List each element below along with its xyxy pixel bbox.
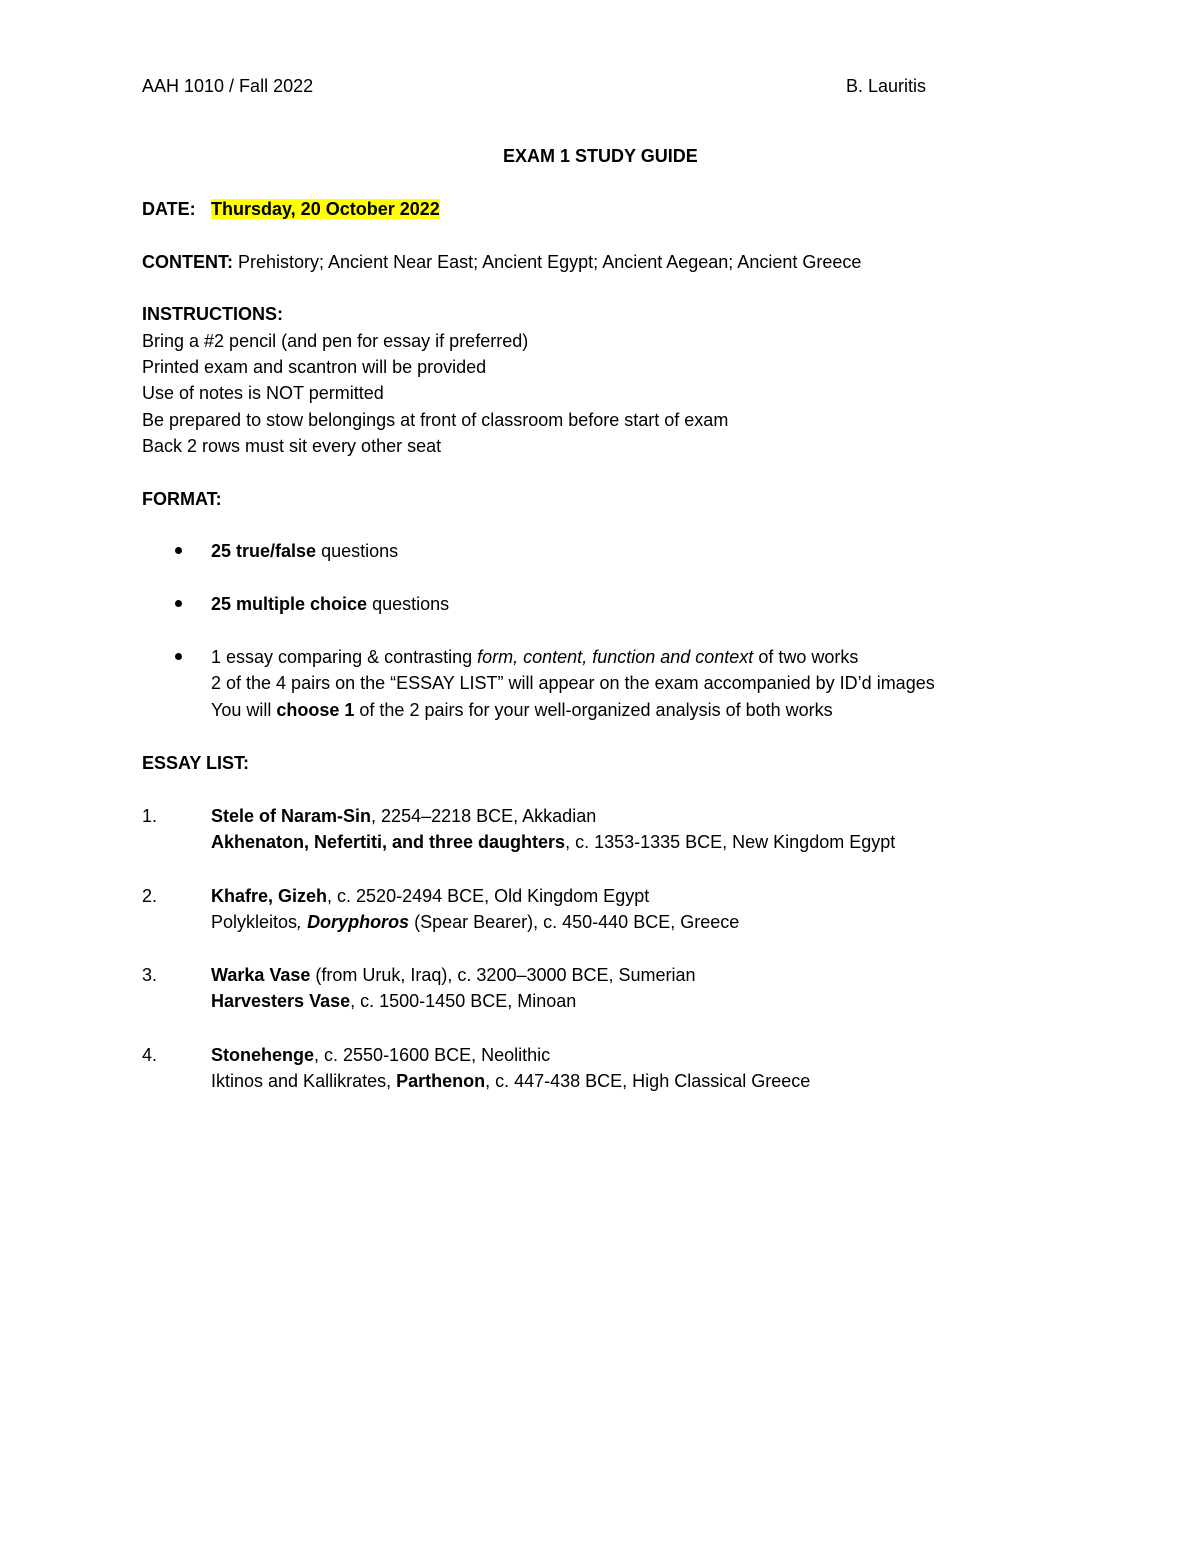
date-highlight: Thursday, 20 October 2022 xyxy=(211,199,440,219)
date-label: DATE: xyxy=(142,199,196,219)
format-item-text: of two works xyxy=(753,647,859,667)
essay-item-work-b xyxy=(211,829,895,856)
format-item-text: of the 2 pairs for your well-organized analysis of both works xyxy=(354,700,833,720)
essay-item-work-a xyxy=(211,962,696,989)
work-title: Stele of Naram-Sin xyxy=(211,806,372,826)
essay-item-number: 1. xyxy=(142,806,158,826)
date-value xyxy=(211,196,440,223)
format-item-italic: form, content, function and context xyxy=(477,647,754,667)
format-item-bold: choose 1 xyxy=(276,700,355,720)
bullet-icon xyxy=(175,653,182,660)
work-details: , 2254–2218 BCE, Akkadian xyxy=(371,806,597,826)
work-title: Doryphoros xyxy=(307,912,410,932)
essay-item-work-b xyxy=(211,909,739,936)
work-title: Parthenon xyxy=(396,1071,486,1091)
essay-item-number: 2. xyxy=(142,886,158,906)
format-item xyxy=(211,644,858,671)
format-item-text: questions xyxy=(367,594,450,614)
format-item-bold: 25 true/false xyxy=(211,541,317,561)
work-details: (Spear Bearer), c. 450-440 BCE, Greece xyxy=(409,912,740,932)
format-item-line xyxy=(211,697,833,724)
instruction-line: Bring a #2 pencil (and pen for essay if preferred) xyxy=(142,331,529,351)
format-item-line: 2 of the 4 pairs on the “ESSAY LIST” will appear on the exam accompanied by ID’d images xyxy=(211,673,935,693)
instruction-line: Use of notes is NOT permitted xyxy=(142,383,384,403)
work-separator: , xyxy=(297,912,308,932)
work-details: , c. 1500-1450 BCE, Minoan xyxy=(350,991,577,1011)
format-item-bold: 25 multiple choice xyxy=(211,594,368,614)
work-title: Akhenaton, Nefertiti, and three daughters xyxy=(211,832,566,852)
work-artist: Polykleitos xyxy=(211,912,298,932)
essay-list-label: ESSAY LIST: xyxy=(142,753,250,773)
essay-item-number: 3. xyxy=(142,965,158,985)
bullet-icon xyxy=(175,547,182,554)
essay-item-number: 4. xyxy=(142,1045,158,1065)
format-item xyxy=(211,591,449,618)
page-title: EXAM 1 STUDY GUIDE xyxy=(503,146,698,166)
format-item-text: You will xyxy=(211,700,277,720)
instructor-name: B. Lauritis xyxy=(846,76,927,96)
work-details: , c. 2520-2494 BCE, Old Kingdom Egypt xyxy=(327,886,650,906)
work-details: , c. 2550-1600 BCE, Neolithic xyxy=(314,1045,551,1065)
work-title: Khafre, Gizeh xyxy=(211,886,328,906)
work-details: , c. 1353-1335 BCE, New Kingdom Egypt xyxy=(565,832,896,852)
content-label: CONTENT: xyxy=(142,252,233,272)
course-header: AAH 1010 / Fall 2022 xyxy=(142,76,314,96)
essay-item-work-b xyxy=(211,1068,810,1095)
work-artist: Iktinos and Kallikrates, xyxy=(211,1071,397,1091)
instruction-line: Printed exam and scantron will be provided xyxy=(142,357,487,377)
essay-item-work-a xyxy=(211,803,596,830)
format-item xyxy=(211,538,398,565)
bullet-icon xyxy=(175,600,182,607)
essay-item-work-b xyxy=(211,988,576,1015)
content-line xyxy=(142,249,861,276)
instructions-label: INSTRUCTIONS: xyxy=(142,304,283,324)
content-value: Prehistory; Ancient Near East; Ancient Egypt; Ancient Aegean; Ancient Greece xyxy=(233,252,862,272)
essay-item-work-a xyxy=(211,883,649,910)
format-item-text: questions xyxy=(316,541,399,561)
work-details: (from Uruk, Iraq), c. 3200–3000 BCE, Sumerian xyxy=(310,965,696,985)
essay-item-work-a xyxy=(211,1042,550,1069)
format-label: FORMAT: xyxy=(142,489,222,509)
instruction-line: Be prepared to stow belongings at front of classroom before start of exam xyxy=(142,410,729,430)
instruction-line: Back 2 rows must sit every other seat xyxy=(142,436,442,456)
work-title: Warka Vase xyxy=(211,965,311,985)
work-title: Harvesters Vase xyxy=(211,991,351,1011)
work-title: Stonehenge xyxy=(211,1045,315,1065)
format-item-text: 1 essay comparing & contrasting xyxy=(211,647,478,667)
work-details: , c. 447-438 BCE, High Classical Greece xyxy=(485,1071,811,1091)
